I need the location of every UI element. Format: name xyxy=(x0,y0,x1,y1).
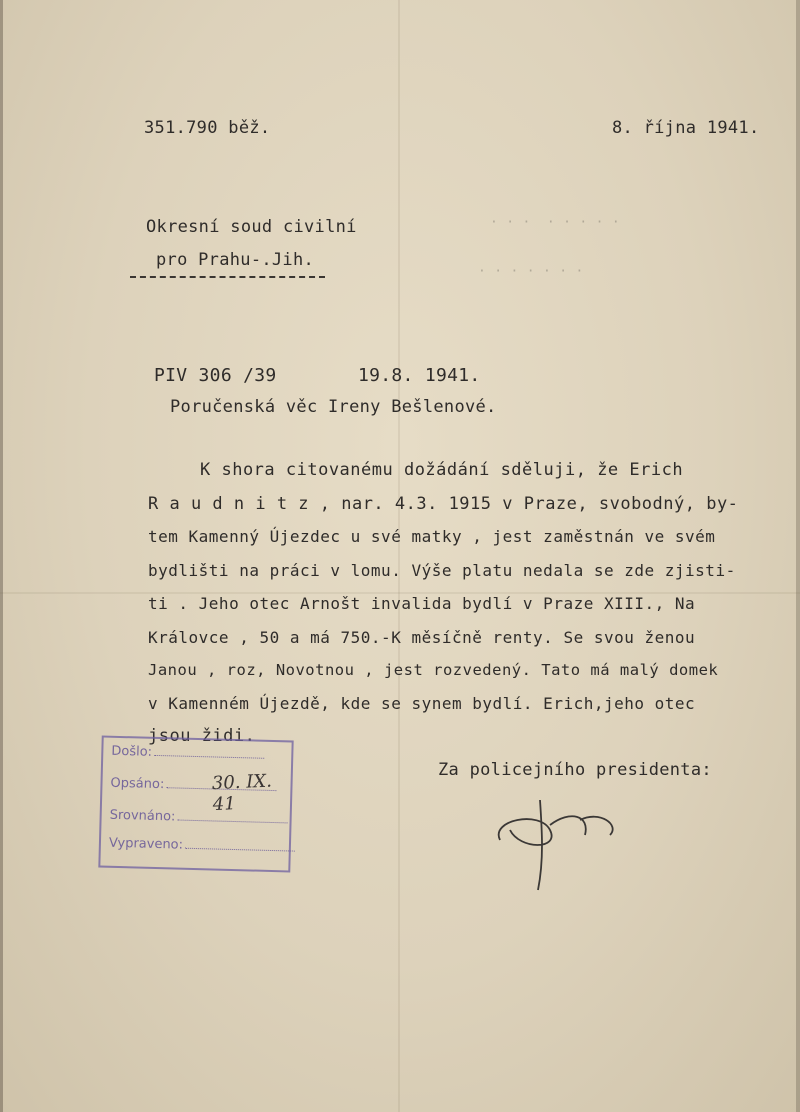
paper-edge-right xyxy=(796,0,800,1112)
body-line: K shora citovanému dožádání sděluji, že Erich xyxy=(200,460,684,480)
case-subject: Poručenská věc Ireny Bešlenové. xyxy=(170,397,497,417)
recipient-line-2: pro Prahu-.Jih. xyxy=(156,250,315,270)
recipient-underline xyxy=(130,276,325,278)
body-line: jsou židi. xyxy=(148,726,256,746)
stamp-row-vypraveno: Vypraveno: xyxy=(109,836,295,856)
signature-caption: Za policejního presidenta: xyxy=(438,760,712,780)
case-date: 19.8. 1941. xyxy=(358,365,481,386)
paper-fold-vertical xyxy=(398,0,400,1112)
body-line: bydlišti na práci v lomu. Výše platu nedala se zde zjisti- xyxy=(148,561,736,580)
body-line: Janou , roz, Novotnou , jest rozvedený. Tato má malý domek xyxy=(148,661,719,679)
stamp-handwritten-date: 30. IX. 41 xyxy=(211,770,273,816)
body-line: R a u d n i t z , nar. 4.3. 1915 v Praze, svobodný, by- xyxy=(148,494,739,514)
document-date: 8. října 1941. xyxy=(612,118,760,138)
body-line: ti . Jeho otec Arnošt invalida bydlí v Praze XIII., Na xyxy=(148,594,696,613)
stamp-row-srovnano: Srovnáno: xyxy=(109,808,287,828)
stamp-row-doslo: Došlo: xyxy=(111,744,264,763)
recipient-line-1: Okresní soud civilní xyxy=(146,217,357,237)
body-line: v Kamenném Újezdě, kde se synem bydlí. Erich,jeho otec xyxy=(148,694,696,713)
handwritten-signature xyxy=(480,780,660,900)
reference-number: 351.790 běž. xyxy=(144,118,271,138)
body-line: tem Kamenný Újezdec u své matky , jest zaměstnán ve svém xyxy=(148,527,716,546)
stamp-row-opsano: Opsáno: xyxy=(110,776,276,795)
paper-edge-left xyxy=(0,0,3,1112)
faded-mark-top: · · · · · · · · xyxy=(490,215,621,230)
faded-mark-bottom: · · · · · · · xyxy=(478,264,584,279)
registry-stamp xyxy=(98,736,293,873)
case-number: PIV 306 /39 xyxy=(154,365,277,386)
body-line: Královce , 50 a má 750.-K měsíčně renty. Se svou ženou xyxy=(148,628,696,647)
